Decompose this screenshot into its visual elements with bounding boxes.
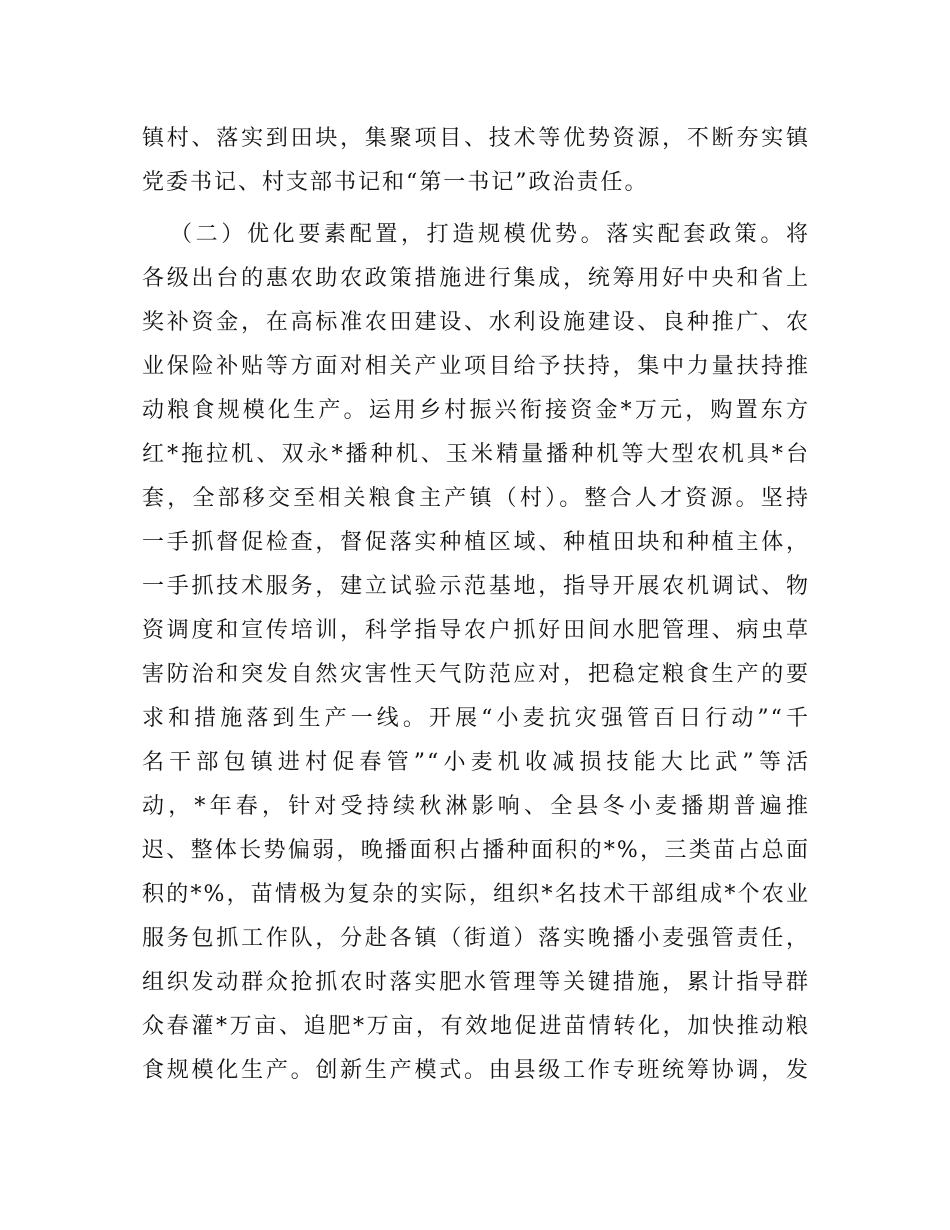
paragraph-line: 资调度和宣传培训，科学指导农户抓好田间水肥管理、病虫草 — [142, 618, 810, 643]
paragraph-line: 求和措施落到生产一线。开展“小麦抗灾强管百日行动”“千 — [142, 706, 810, 731]
paragraph-line: 食规模化生产。创新生产模式。由县级工作专班统筹协调，发 — [142, 1058, 810, 1083]
paragraph-line: 动粮食规模化生产。运用乡村振兴衔接资金*万元，购置东方 — [142, 398, 810, 423]
paragraph-line: 一手抓技术服务，建立试验示范基地，指导开展农机调试、物 — [142, 574, 810, 599]
paragraph-2 — [142, 213, 810, 1093]
paragraph-line: 名干部包镇进村促春管”“小麦机收减损技能大比武”等活 — [142, 750, 810, 775]
paragraph-line: 动，*年春，针对受持续秋淋影响、全县冬小麦播期普遍推 — [142, 794, 810, 819]
paragraph-line: 业保险补贴等方面对相关产业项目给予扶持，集中力量扶持推 — [142, 354, 810, 379]
paragraph-line: 众春灌*万亩、追肥*万亩，有效地促进苗情转化，加快推动粮 — [142, 1014, 810, 1039]
paragraph-line: 组织发动群众抢抓农时落实肥水管理等关键措施，累计指导群 — [142, 970, 810, 995]
paragraph-line: 党委书记、村支部书记和“第一书记”政治责任。 — [142, 170, 649, 195]
paragraph-line: 迟、整体长势偏弱，晚播面积占播种面积的*%，三类苗占总面 — [142, 838, 810, 863]
paragraph-line: 奖补资金，在高标准农田建设、水利设施建设、良种推广、农 — [142, 310, 810, 335]
paragraph-line: 服务包抓工作队，分赴各镇（街道）落实晚播小麦强管责任， — [142, 926, 810, 951]
paragraph-line: 各级出台的惠农助农政策措施进行集成，统筹用好中央和省上 — [142, 266, 810, 291]
paragraph-line: 害防治和突发自然灾害性天气防范应对，把稳定粮食生产的要 — [142, 662, 810, 687]
paragraph-line: 一手抓督促检查，督促落实种植区域、种植田块和种植主体， — [142, 530, 810, 555]
paragraph-line: 套，全部移交至相关粮食主产镇（村）。整合人才资源。坚持 — [142, 486, 810, 511]
paragraph-line: 镇村、落实到田块，集聚项目、技术等优势资源，不断夯实镇 — [142, 126, 810, 151]
paragraph-line: 红*拖拉机、双永*播种机、玉米精量播种机等大型农机具*台 — [142, 442, 810, 467]
paragraph-line: 积的*%，苗情极为复杂的实际，组织*名技术干部组成*个农业 — [142, 882, 810, 907]
paragraph-line: （二）优化要素配置，打造规模优势。落实配套政策。将 — [170, 222, 810, 247]
paragraph-1 — [142, 117, 810, 205]
